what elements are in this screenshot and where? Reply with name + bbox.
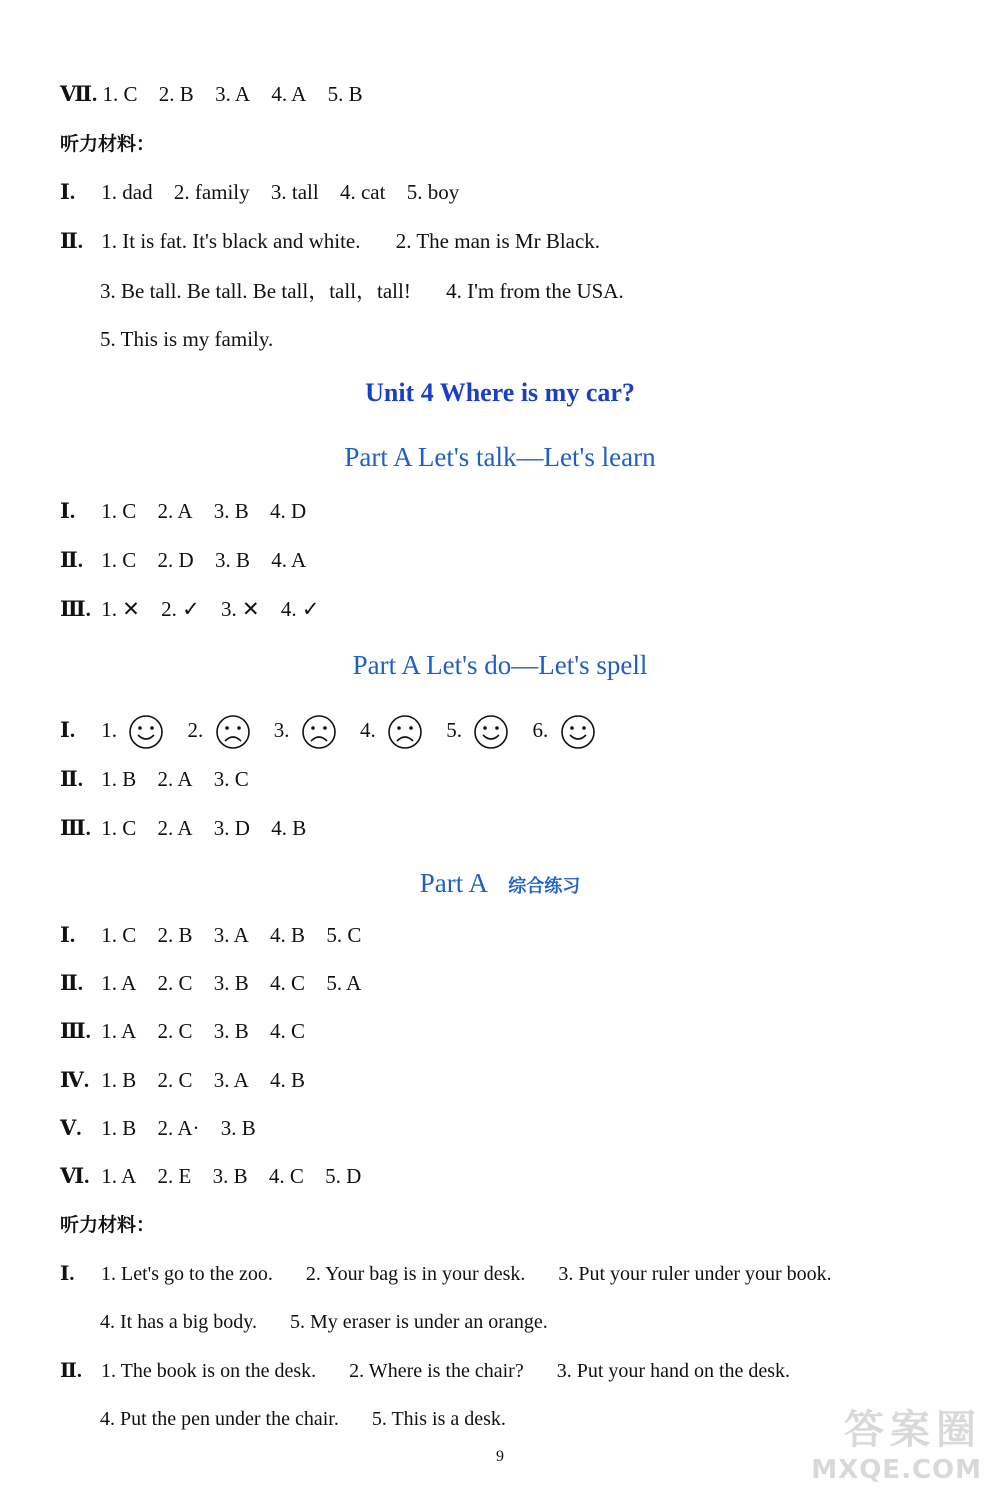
answer-row: Ⅰ. 1. C 2. A 3. B 4. D (60, 499, 307, 523)
answer-row: Ⅲ. 1. A 2. C 3. B 4. C (60, 1019, 306, 1043)
listening-label: 听力材料： (60, 133, 156, 155)
part-title: Part A Let's do—Let's spell (352, 650, 648, 680)
answer-row: Ⅴ. 1. B 2. A· 3. B (60, 1116, 256, 1140)
listening-row-ii: Ⅱ. 1. It is fat. It's black and white. 2. The man is Mr Black. (60, 229, 601, 253)
sad-face-icon (215, 714, 251, 750)
answer-row: Ⅱ. 1. A 2. C 3. B 4. C 5. A (60, 971, 362, 995)
roman-numeral: Ⅶ. (60, 82, 98, 106)
smile-face-icon (560, 714, 596, 750)
watermark-logo: 答案圈 MXQE.COM (811, 1407, 982, 1485)
listening-row-ii-cont: 5. This is my family. (100, 327, 274, 351)
listening-row-i: Ⅰ. 1. Let's go to the zoo. 2. Your bag is in your desk. 3. Put your ruler under your book. (60, 1263, 832, 1285)
unit-title: Unit 4 Where is my car? (365, 378, 635, 407)
answer-row: Ⅳ. 1. B 2. C 3. A 4. B (60, 1068, 306, 1092)
listening-row-i-cont: 4. It has a big body. 5. My eraser is under an orange. (100, 1311, 548, 1333)
answer-row: Ⅲ. 1. ✕ 2. ✓ 3. ✕ 4. ✓ (60, 597, 320, 621)
answer-row: Ⅲ. 1. C 2. A 3. D 4. B (60, 816, 307, 840)
smile-face-icon (128, 714, 164, 750)
part-title: Part A Let's talk—Let's learn (344, 442, 656, 472)
listening-row-i: Ⅰ. 1. dad 2. family 3. tall 4. cat 5. boy (60, 180, 460, 204)
sad-face-icon (301, 714, 337, 750)
smile-face-icon (473, 714, 509, 750)
listening-label: 听力材料： (60, 1214, 156, 1236)
answer-row: Ⅱ. 1. C 2. D 3. B 4. A (60, 548, 307, 572)
listening-row-ii-cont: 3. Be tall. Be tall. Be tall，tall，tall! 4. I'm from the USA. (100, 279, 624, 303)
face-answer-row: Ⅰ. 1. 2. 3. 4. 5. 6. (60, 710, 614, 750)
answer-row: Ⅵ. 1. A 2. E 3. B 4. C 5. D (60, 1164, 362, 1188)
answer-row-vii: Ⅶ. 1. C 2. B 3. A 4. A 5. B (60, 82, 363, 106)
answer-row: Ⅰ. 1. C 2. B 3. A 4. B 5. C (60, 923, 362, 947)
listening-row-ii: Ⅱ. 1. The book is on the desk. 2. Where is the chair? 3. Put your hand on the desk. (60, 1360, 791, 1382)
sad-face-icon (387, 714, 423, 750)
part-title: Part A 综合练习 (419, 868, 581, 898)
answer-row: Ⅱ. 1. B 2. A 3. C (60, 767, 249, 791)
listening-row-ii-cont: 4. Put the pen under the chair. 5. This is a desk. (100, 1408, 506, 1430)
page-number: 9 (496, 1448, 504, 1465)
